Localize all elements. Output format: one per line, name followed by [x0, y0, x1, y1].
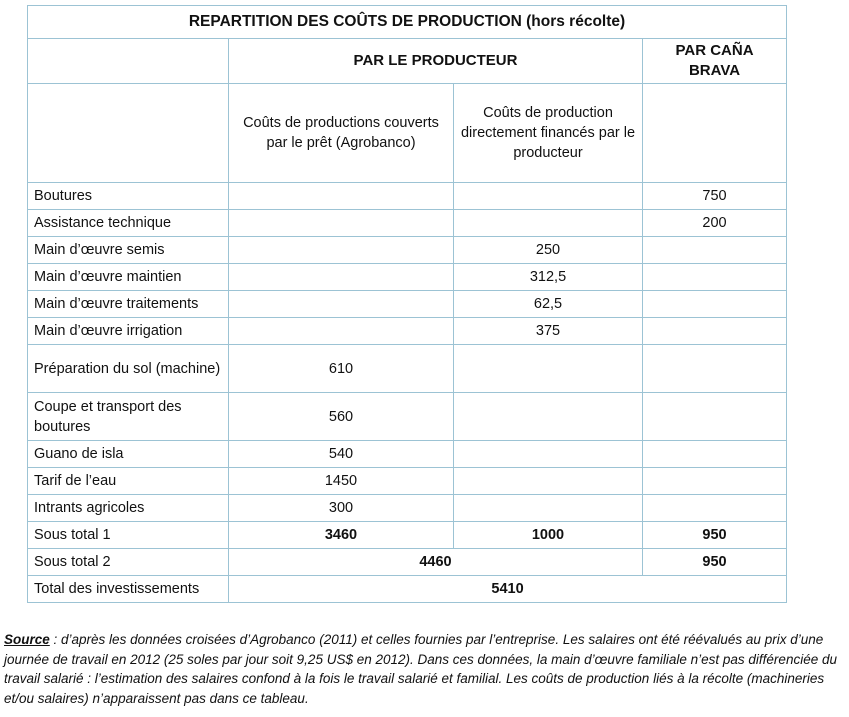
row-label: Tarif de l’eau	[28, 468, 229, 495]
cell-cana	[643, 345, 787, 393]
table-row	[28, 237, 787, 264]
table-row	[28, 468, 787, 495]
cell-cana	[643, 468, 787, 495]
cell-direct	[454, 468, 643, 495]
table-row	[28, 441, 787, 468]
header-producer: PAR LE PRODUCTEUR	[229, 39, 643, 84]
cell-direct: 375	[454, 318, 643, 345]
cell-cana: 200	[643, 210, 787, 237]
table-row	[28, 345, 787, 393]
subheader-row	[28, 84, 787, 183]
cell-loan	[229, 210, 454, 237]
table-row	[28, 291, 787, 318]
source-note	[4, 630, 846, 708]
cell-direct: 62,5	[454, 291, 643, 318]
title-row	[28, 6, 787, 39]
row-label: Main d’œuvre traitements	[28, 291, 229, 318]
row-label: Intrants agricoles	[28, 495, 229, 522]
subheader-direct: Coûts de production directement financés par le producteur	[454, 84, 643, 183]
cell-cana: 750	[643, 183, 787, 210]
table-row	[28, 495, 787, 522]
cell-loan: 300	[229, 495, 454, 522]
subtotal1-row	[28, 522, 787, 549]
header-cana-brava: PAR CAÑA BRAVA	[643, 39, 787, 84]
row-label: Préparation du sol (machine)	[28, 345, 229, 393]
total-value: 5410	[229, 576, 787, 603]
cell-loan	[229, 237, 454, 264]
cell-loan	[229, 183, 454, 210]
row-label: Main d’œuvre maintien	[28, 264, 229, 291]
cell-cana	[643, 495, 787, 522]
total-row	[28, 576, 787, 603]
group-header-row	[28, 39, 787, 84]
cell-cana	[643, 393, 787, 441]
subtotal1-cana: 950	[643, 522, 787, 549]
cell-loan	[229, 264, 454, 291]
row-label: Main d’œuvre semis	[28, 237, 229, 264]
source-text: : d’après les données croisées d’Agrobanco (2011) et celles fournies par l’entreprise. Les salaires ont été réévalués au prix d’une journée de travail en 2012 (25 soles par jour soit 9,25 US$ en 2012). Dans ces données, la main d’œuvre familiale n’est pas différenciée du travail salarié : l’estimation des salaires confond à la fois le travail salarié et familial. Les coûts de production liés à la récolte (machineries et/ou salaires) n’apparaissent pas dans ce tableau.	[4, 632, 837, 706]
empty-header-cell	[28, 39, 229, 84]
cell-direct	[454, 345, 643, 393]
cell-direct	[454, 495, 643, 522]
cell-cana	[643, 318, 787, 345]
subtotal2-label: Sous total 2	[28, 549, 229, 576]
table-row	[28, 210, 787, 237]
cell-loan: 560	[229, 393, 454, 441]
cell-loan	[229, 318, 454, 345]
subtotal1-direct: 1000	[454, 522, 643, 549]
row-label: Main d’œuvre irrigation	[28, 318, 229, 345]
cell-loan	[229, 291, 454, 318]
cell-loan: 540	[229, 441, 454, 468]
table-row	[28, 183, 787, 210]
empty-subheader-cell	[28, 84, 229, 183]
cost-table	[27, 5, 787, 603]
subtotal2-cana: 950	[643, 549, 787, 576]
cell-cana	[643, 441, 787, 468]
table-row	[28, 264, 787, 291]
row-label: Guano de isla	[28, 441, 229, 468]
row-label: Boutures	[28, 183, 229, 210]
cell-loan: 1450	[229, 468, 454, 495]
total-label: Total des investissements	[28, 576, 229, 603]
source-label: Source	[4, 632, 50, 647]
cell-loan: 610	[229, 345, 454, 393]
cell-cana	[643, 264, 787, 291]
subtotal1-label: Sous total 1	[28, 522, 229, 549]
subtotal1-loan: 3460	[229, 522, 454, 549]
table-row	[28, 393, 787, 441]
table-title: REPARTITION DES COÛTS DE PRODUCTION (hors récolte)	[28, 6, 787, 39]
cell-cana	[643, 237, 787, 264]
cell-direct	[454, 441, 643, 468]
subtotal2-row	[28, 549, 787, 576]
subtotal2-producer: 4460	[229, 549, 643, 576]
row-label: Coupe et transport des boutures	[28, 393, 229, 441]
subheader-loan: Coûts de productions couverts par le prêt (Agrobanco)	[229, 84, 454, 183]
table-row	[28, 318, 787, 345]
cell-cana	[643, 291, 787, 318]
cell-direct: 250	[454, 237, 643, 264]
cell-direct	[454, 183, 643, 210]
row-label: Assistance technique	[28, 210, 229, 237]
cell-direct	[454, 210, 643, 237]
empty-subheader-cell	[643, 84, 787, 183]
cell-direct	[454, 393, 643, 441]
cell-direct: 312,5	[454, 264, 643, 291]
